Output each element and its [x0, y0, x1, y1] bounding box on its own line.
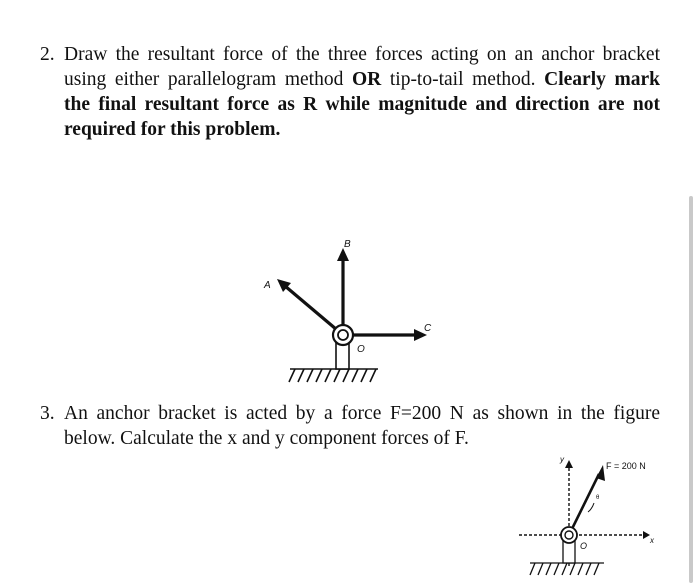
pin-outer-2	[561, 527, 577, 543]
problem-3-number: 3.	[40, 403, 55, 424]
axis-x-label: x	[650, 536, 654, 545]
label-o-1: O	[357, 344, 365, 355]
bracket-post-2	[563, 541, 575, 563]
label-b: B	[344, 239, 351, 250]
angle-arc	[588, 503, 594, 512]
problem-2-bold-tail: Clearly mark the final resultant force as R while magnitude and direction are not required for this problem.	[64, 69, 660, 140]
problem-2-or-word: OR	[351, 69, 382, 90]
problem-2-text-b: tip-to-tail method.	[381, 69, 545, 90]
ground-2	[530, 563, 604, 575]
angle-label: θ	[596, 495, 600, 501]
force-f-label: F = 200 N	[606, 461, 646, 471]
page-scrollbar[interactable]	[689, 196, 693, 583]
label-a: A	[264, 280, 271, 291]
force-f-arrow	[569, 465, 605, 535]
label-c: C	[424, 323, 432, 334]
label-o-2: O	[580, 541, 588, 551]
y-axis-arrowhead	[565, 460, 573, 468]
problem-2-number: 2.	[40, 44, 55, 65]
problem-3-text: An anchor bracket is acted by a force F=200 N as shown in the figure below. Calculate the x and y component forces of F.	[64, 403, 660, 449]
problem-2-text-a: Draw the resultant force of the three forces acting on an anchor bracket using either parallelogram method	[64, 44, 660, 90]
x-axis-arrowhead	[643, 531, 650, 539]
axis-y-label: y	[560, 455, 564, 464]
